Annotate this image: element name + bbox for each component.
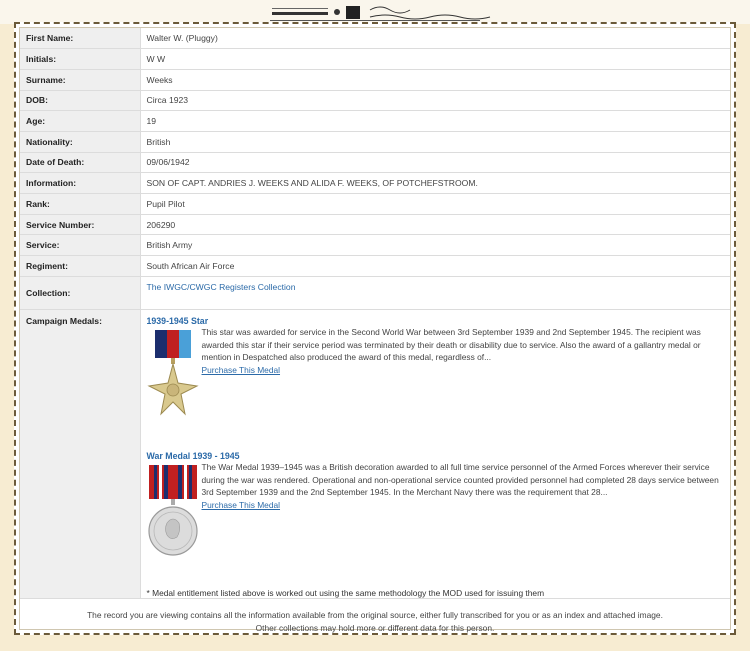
campaign-medals-list bbox=[140, 309, 730, 598]
medal-description-text: This star was awarded for service in the Second World War between 3rd September 1939 and 2nd September 1945. The recipient was awarded this star if their service period was terminated by their death or disability due to service. Also the award of a gallantry medal or mention in Despatched also produced the award of this medal, regardless of... bbox=[201, 326, 701, 363]
field-label: Rank: bbox=[20, 194, 140, 215]
star-medal-icon[interactable] bbox=[147, 328, 199, 424]
field-value-regiment: South African Air Force bbox=[140, 256, 730, 277]
medal-description bbox=[202, 461, 725, 512]
field-value-rank: Pupil Pilot bbox=[140, 194, 730, 215]
field-label: Service Number: bbox=[20, 214, 140, 235]
field-label: Collection: bbox=[20, 276, 140, 309]
record-row bbox=[20, 28, 730, 49]
field-label: Initials: bbox=[20, 49, 140, 70]
record-row bbox=[20, 214, 730, 235]
field-value-information: SON OF CAPT. ANDRIES J. WEEKS AND ALIDA F. WEEKS, OF POTCHEFSTROOM. bbox=[140, 173, 730, 194]
record-row bbox=[20, 194, 730, 215]
field-label: Information: bbox=[20, 173, 140, 194]
record-row bbox=[20, 111, 730, 132]
medal-entry bbox=[147, 316, 725, 451]
field-value-nationality: British bbox=[140, 131, 730, 152]
field-value-surname: Weeks bbox=[140, 69, 730, 90]
record-row bbox=[20, 152, 730, 173]
campaign-medals-row bbox=[20, 309, 730, 598]
footer-line: Other collections may hold more or different data for this person. bbox=[255, 622, 495, 633]
field-label: Surname: bbox=[20, 69, 140, 90]
purchase-medal-link[interactable]: Purchase This Medal bbox=[201, 500, 281, 511]
record-row bbox=[20, 276, 730, 309]
scanned-register-fragment bbox=[0, 0, 750, 24]
field-value-service: British Army bbox=[140, 235, 730, 256]
field-label: Nationality: bbox=[20, 131, 140, 152]
record-row bbox=[20, 131, 730, 152]
record-row bbox=[20, 173, 730, 194]
record-footer bbox=[20, 599, 730, 635]
field-label: Age: bbox=[20, 111, 140, 132]
medal-description-text: The War Medal 1939–1945 was a British decoration awarded to all full time service personnel of the Armed Forces wherever their service during the war was rendered. Operational and non-operational service counted provided personnel had completed 28 days service between 3rd September 1939 and the 2nd September 1945. In the Merchant Navy there was the requirement that 28... bbox=[201, 461, 719, 498]
medal-entitlement-footnote: * Medal entitlement listed above is worked out using the same methodology the MOD used for issuing them bbox=[146, 587, 545, 598]
record-panel bbox=[19, 27, 731, 633]
footer-line: The record you are viewing contains all the information available from the original source, either fully transcribed for you or as an index and attached image. bbox=[87, 609, 663, 620]
field-value-dob: Circa 1923 bbox=[140, 90, 730, 111]
field-value-date-of-death: 09/06/1942 bbox=[140, 152, 730, 173]
record-table bbox=[20, 28, 730, 599]
medal-title-link[interactable]: 1939-1945 Star bbox=[146, 315, 209, 326]
field-label: DOB: bbox=[20, 90, 140, 111]
medal-title-link[interactable]: War Medal 1939 - 1945 bbox=[146, 450, 240, 461]
medal-description bbox=[202, 326, 725, 377]
collection-link[interactable]: The IWGC/CWGC Registers Collection bbox=[146, 281, 296, 292]
field-label: First Name: bbox=[20, 28, 140, 49]
field-value-age: 19 bbox=[140, 111, 730, 132]
register-scan-image bbox=[0, 0, 750, 24]
field-label: Date of Death: bbox=[20, 152, 140, 173]
field-value-service-number: 206290 bbox=[140, 214, 730, 235]
record-row bbox=[20, 49, 730, 70]
field-label: Service: bbox=[20, 235, 140, 256]
war-medal-icon[interactable] bbox=[147, 463, 199, 559]
record-row bbox=[20, 256, 730, 277]
field-label: Campaign Medals: bbox=[20, 309, 140, 598]
field-value-initials: W W bbox=[140, 49, 730, 70]
medal-entry bbox=[147, 451, 725, 586]
purchase-medal-link[interactable]: Purchase This Medal bbox=[201, 365, 281, 376]
record-row bbox=[20, 69, 730, 90]
field-value-first-name: Walter W. (Pluggy) bbox=[140, 28, 730, 49]
field-value-collection bbox=[140, 276, 730, 309]
record-row bbox=[20, 235, 730, 256]
field-label: Regiment: bbox=[20, 256, 140, 277]
record-row bbox=[20, 90, 730, 111]
record-frame bbox=[14, 22, 736, 635]
